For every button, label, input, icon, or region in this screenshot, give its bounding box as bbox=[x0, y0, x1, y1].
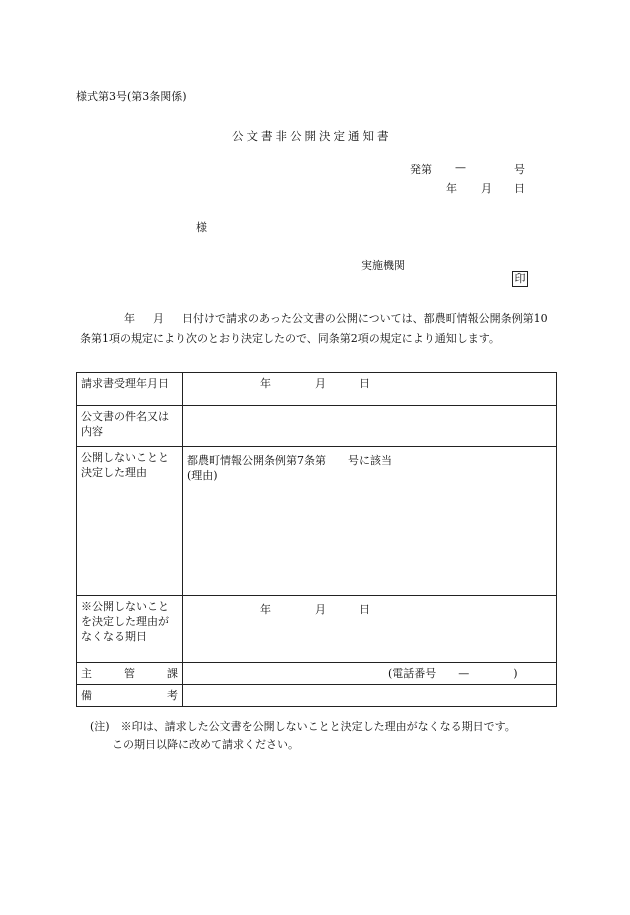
table-row bbox=[77, 373, 557, 406]
table-row bbox=[77, 685, 557, 707]
row-label-expiry-date: ※公開しないことを決定した理由がなくなる期日 bbox=[77, 596, 183, 663]
row-label-remarks: 備考 bbox=[77, 685, 183, 707]
reason-heading: (理由) bbox=[187, 469, 218, 482]
date-day: 日 bbox=[514, 182, 525, 195]
addressee-suffix: 様 bbox=[196, 221, 207, 234]
row-value-receipt-date bbox=[183, 373, 557, 406]
row-label-receipt-date: 請求書受理年月日 bbox=[77, 373, 183, 406]
phone-number-field: (電話番号 — ) bbox=[388, 667, 518, 680]
seal-mark bbox=[512, 271, 528, 287]
table-row bbox=[77, 596, 557, 663]
row-value-department bbox=[183, 663, 557, 685]
receipt-year: 年 bbox=[260, 377, 271, 390]
receipt-month: 月 bbox=[315, 377, 326, 390]
row-value-reason bbox=[183, 447, 557, 596]
notice-table bbox=[76, 372, 557, 707]
body-year: 年 bbox=[124, 312, 135, 325]
form-number: 様式第3号(第3条関係) bbox=[76, 90, 187, 103]
row-value-expiry-date bbox=[183, 596, 557, 663]
body-text: 日付けで請求のあった公文書の公開については、都農町情報公開条例第10条第1項の規定により次のとおり決定したので、同条第2項の規定により通知します。 bbox=[80, 312, 548, 345]
expiry-month: 月 bbox=[315, 603, 326, 616]
table-row bbox=[77, 447, 557, 596]
date-month: 月 bbox=[481, 182, 492, 195]
body-month: 月 bbox=[153, 312, 164, 325]
expiry-year: 年 bbox=[260, 603, 271, 616]
footnote bbox=[90, 718, 516, 754]
document-number-suffix: 号 bbox=[514, 163, 525, 176]
reason-clause: 都農町情報公開条例第7条第 号に該当 bbox=[187, 454, 392, 467]
seal-text: 印 bbox=[512, 271, 528, 287]
row-value-remarks bbox=[183, 685, 557, 707]
footnote-line-1: (注) ※印は、請求した公文書を公開しないことと決定した理由がなくなる期日です。 bbox=[90, 720, 516, 733]
expiry-day: 日 bbox=[359, 603, 370, 616]
table-row bbox=[77, 406, 557, 447]
row-label-reason: 公開しないことと決定した理由 bbox=[77, 447, 183, 596]
row-label-subject: 公文書の件名又は内容 bbox=[77, 406, 183, 447]
footnote-line-2: この期日以降に改めて請求ください。 bbox=[112, 738, 299, 751]
table-row bbox=[77, 663, 557, 685]
date-year: 年 bbox=[446, 182, 457, 195]
document-number-dash: — bbox=[455, 161, 466, 174]
receipt-day: 日 bbox=[359, 377, 370, 390]
row-value-subject bbox=[183, 406, 557, 447]
row-label-department: 主管課 bbox=[77, 663, 183, 685]
issuer-label: 実施機関 bbox=[361, 259, 405, 272]
body-paragraph bbox=[80, 309, 555, 349]
document-title: 公文書非公開決定通知書 bbox=[232, 129, 392, 143]
document-number-label: 発第 bbox=[410, 163, 432, 176]
